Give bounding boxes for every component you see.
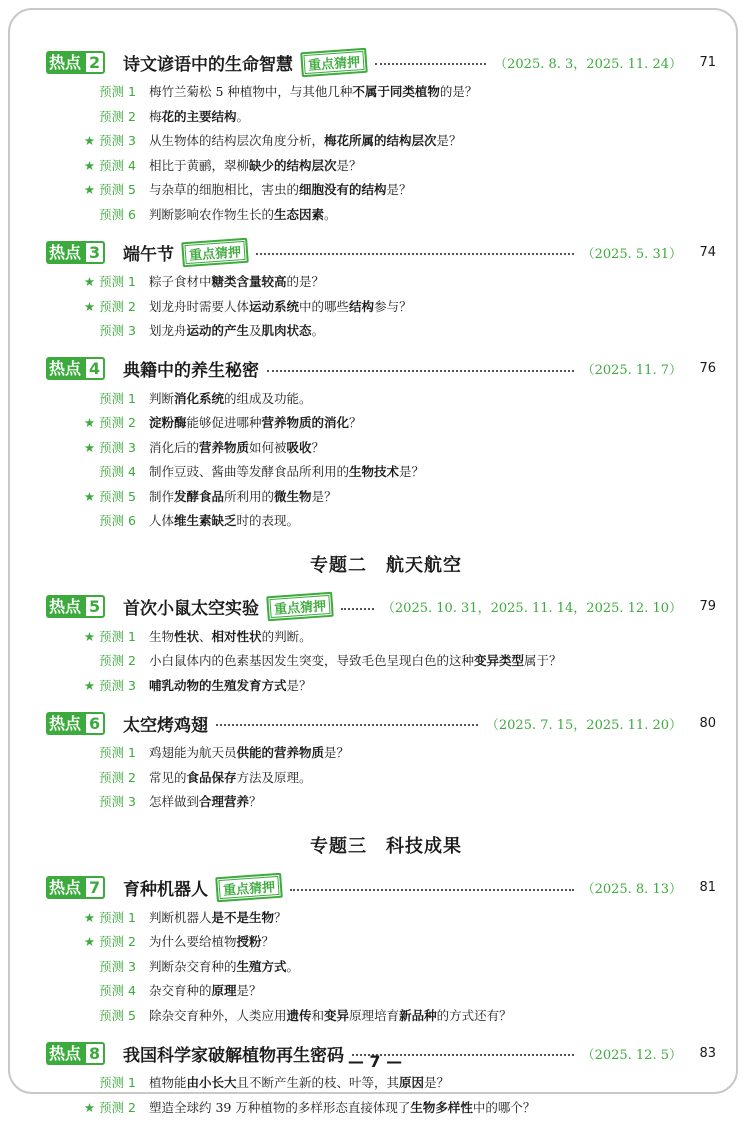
emphasized-text: 营养物质的消化 [261, 415, 350, 431]
hot-badge-label: 热点 [46, 595, 84, 618]
hot-topic-section [46, 1036, 716, 1119]
prediction-text [149, 272, 324, 290]
prediction-text [149, 768, 312, 786]
prediction-text [149, 1073, 449, 1091]
prediction-label: ★ 预测 3 [83, 439, 136, 455]
emphasized-text: 生殖方式 [236, 958, 287, 974]
prediction-text [149, 981, 262, 999]
prediction-item[interactable] [46, 294, 716, 319]
hot-topic-section [46, 871, 716, 1028]
prediction-item[interactable] [46, 740, 716, 765]
plain-text: 与杂草的细胞相比，害虫的 [149, 182, 300, 198]
prediction-label: 预测 4 [99, 983, 136, 999]
prediction-text [149, 957, 299, 975]
emphasized-text: 新品种 [399, 1007, 437, 1023]
plain-text: 相比于黄鹂，翠柳 [149, 157, 250, 173]
hot-badge-label: 热点 [46, 876, 84, 899]
hot-topic-title: 首次小鼠太空实验 [123, 599, 260, 619]
plain-text: 参与？ [374, 298, 412, 314]
prediction-label: 预测 3 [99, 323, 136, 339]
plain-text: ？ [274, 909, 287, 925]
plain-text: 植物能 [149, 1075, 187, 1091]
plain-text: 、 [199, 628, 212, 644]
prediction-text [149, 743, 349, 761]
hot-topic-header[interactable] [46, 590, 716, 624]
prediction-item[interactable] [46, 508, 716, 533]
hot-badge-number: 5 [84, 595, 105, 618]
hot-topic-badge [46, 241, 105, 264]
prediction-label: ★ 预测 2 [83, 415, 136, 431]
plain-text: ？ [349, 415, 362, 431]
prediction-item[interactable] [46, 905, 716, 930]
prediction-item[interactable] [46, 978, 716, 1003]
plain-text: 是？ [324, 745, 350, 761]
hot-topic-header[interactable] [46, 235, 716, 269]
prediction-text [149, 627, 312, 645]
hot-topic-header[interactable] [46, 45, 716, 79]
plain-text: 。 [286, 958, 300, 974]
dot-leader [267, 370, 574, 372]
emphasized-text: 运动系统 [249, 298, 300, 314]
emphasized-text: 细胞没有的结构 [299, 182, 387, 198]
prediction-item[interactable] [46, 269, 716, 294]
prediction-item[interactable] [46, 765, 716, 790]
prediction-label: ★ 预测 3 [83, 677, 136, 693]
hot-topic-title: 育种机器人 [123, 880, 209, 900]
page-reference: 80 [699, 715, 716, 731]
prediction-item[interactable] [46, 648, 716, 673]
emphasized-text: 供能的营养物质 [236, 745, 325, 761]
emphasized-text: 淀粉酶 [149, 415, 187, 431]
hot-topic-badge [46, 712, 105, 735]
plain-text: 判断杂交育种的 [149, 958, 237, 974]
plain-text: 制作 [149, 488, 175, 504]
hot-badge-number: 2 [84, 51, 105, 74]
hot-topic-title: 典籍中的养生秘密 [123, 361, 260, 381]
plain-text: 。 [236, 108, 250, 124]
prediction-label: 预测 6 [99, 513, 136, 529]
plain-text: 时的表现。 [236, 513, 300, 529]
prediction-text [149, 180, 412, 198]
prediction-label: ★ 预测 1 [83, 628, 136, 644]
plain-text: 梅 [149, 108, 162, 124]
plain-text: 如何被 [249, 439, 287, 455]
hot-topic-section [46, 45, 716, 226]
hot-badge-number: 6 [84, 712, 105, 735]
prediction-text [149, 156, 362, 174]
prediction-item[interactable] [46, 128, 716, 153]
plain-text: 。 [311, 323, 325, 339]
plain-text: 人体 [149, 513, 175, 529]
prediction-label: 预测 2 [99, 108, 136, 124]
prediction-text [149, 205, 337, 223]
emphasized-text: 糖类含量较高 [211, 274, 287, 290]
plain-text: 是？ [336, 157, 362, 173]
plain-text: 是？ [386, 182, 412, 198]
prediction-label: 预测 5 [99, 1007, 136, 1023]
dot-leader [290, 889, 574, 891]
plain-text: 的组成及功能。 [224, 390, 312, 406]
plain-text: 粽子食材中 [149, 274, 212, 290]
prediction-label: ★ 预测 1 [83, 274, 136, 290]
plain-text: ？ [261, 934, 275, 950]
emphasized-text: 授粉 [236, 934, 262, 950]
plain-text: 是？ [399, 464, 425, 480]
hot-topic-badge [46, 595, 105, 618]
plain-text: 和 [311, 1007, 325, 1023]
emphasized-text: 梅花所属的结构层次 [324, 133, 437, 149]
emphasized-text: 原理 [211, 983, 237, 999]
emphasized-text: 合理营养 [199, 794, 250, 810]
prediction-text [149, 932, 274, 950]
emphasized-text: 生态因素 [274, 206, 325, 222]
prediction-label: ★ 预测 2 [83, 298, 136, 314]
prediction-text [149, 908, 287, 926]
plain-text: 的是？ [286, 274, 325, 290]
exam-dates: （2025. 8. 13） [581, 882, 682, 897]
dot-leader [256, 253, 574, 255]
prediction-text [149, 389, 312, 407]
plain-text: 小白鼠体内的色素基因发生突变，导致毛色呈现白色的这种 [149, 653, 475, 669]
emphasized-text: 原因 [399, 1075, 425, 1091]
prediction-label: ★ 预测 4 [83, 157, 136, 173]
plain-text: 判断影响农作物生长的 [149, 206, 275, 222]
key-prediction-stamp: 重点猜押 [300, 47, 368, 77]
plain-text: 判断 [149, 390, 175, 406]
plain-text: 能够促进哪种 [186, 415, 262, 431]
hot-topic-section [46, 706, 716, 814]
emphasized-text: 发酵食品 [174, 488, 225, 504]
hot-topic-header[interactable] [46, 871, 716, 905]
prediction-text [149, 487, 337, 505]
prediction-item[interactable] [46, 624, 716, 649]
plain-text: 除杂交育种外，人类应用 [149, 1007, 287, 1023]
emphasized-text: 食品保存 [186, 769, 237, 785]
hot-badge-number: 8 [84, 1042, 105, 1065]
hot-topic-title: 诗文谚语中的生命智慧 [123, 54, 294, 75]
prediction-item[interactable] [46, 202, 716, 227]
plain-text: 从生物体的结构层次角度分析， [149, 133, 325, 149]
prediction-item[interactable] [46, 318, 716, 343]
hot-badge-label: 热点 [46, 241, 84, 264]
hot-badge-label: 热点 [46, 51, 84, 74]
emphasized-text: 是不是生物 [211, 909, 275, 925]
prediction-text [149, 438, 324, 456]
prediction-label: 预测 2 [99, 653, 136, 669]
exam-dates: （2025. 10. 31，2025. 11. 14，2025. 12. 10） [381, 601, 682, 616]
emphasized-text: 遗传 [286, 1007, 312, 1023]
page-reference: 76 [699, 361, 716, 376]
topic-heading: 专题二 航天航空 [310, 554, 462, 576]
plain-text: 属于？ [524, 653, 562, 669]
prediction-item[interactable] [46, 153, 716, 178]
hot-topic-badge [46, 876, 105, 899]
prediction-text [149, 297, 412, 315]
prediction-item[interactable] [46, 1095, 716, 1120]
plain-text: 塑造全球约 39 万种植物的多样形态直接体现了 [149, 1099, 411, 1115]
plain-text: 的是？ [439, 84, 478, 100]
exam-dates: （2025. 7. 15，2025. 11. 20） [485, 717, 682, 733]
exam-dates: （2025. 11. 7） [581, 363, 682, 378]
key-prediction-stamp: 重点猜押 [181, 237, 249, 267]
exam-dates: （2025. 12. 5） [581, 1047, 682, 1063]
prediction-item[interactable] [46, 673, 716, 698]
emphasized-text: 肌肉状态 [261, 323, 312, 339]
prediction-item[interactable] [46, 1003, 716, 1028]
emphasized-text: 缺少的结构层次 [249, 157, 337, 173]
page-reference: 71 [699, 54, 716, 70]
prediction-item[interactable] [46, 410, 716, 435]
plain-text: 制作豆豉、酱曲等发酵食品所利用的 [149, 464, 350, 480]
plain-text: ？ [311, 439, 325, 455]
plain-text: 梅竹兰菊松 5 种植物中，与其他几种 [149, 84, 353, 100]
prediction-item[interactable] [46, 435, 716, 460]
plain-text: 及 [249, 323, 262, 339]
prediction-label: 预测 6 [99, 206, 136, 222]
page-reference: 74 [699, 244, 716, 260]
prediction-item[interactable] [46, 484, 716, 509]
plain-text: 常见的 [149, 769, 187, 785]
page-number-footer: — 7 — [347, 1052, 403, 1071]
plain-text: 是？ [424, 1075, 450, 1091]
key-prediction-stamp: 重点猜押 [266, 592, 334, 622]
prediction-label: 预测 2 [99, 769, 136, 785]
hot-topic-title: 我国科学家破解植物再生密码 [123, 1045, 345, 1066]
prediction-item[interactable] [46, 1070, 716, 1095]
plain-text: 所利用的 [224, 488, 275, 504]
emphasized-text: 由小长大 [186, 1075, 237, 1091]
topic-heading: 专题三 科技成果 [310, 835, 462, 857]
emphasized-text: 变异类型 [474, 653, 525, 669]
emphasized-text: 生物技术 [349, 464, 400, 480]
prediction-text [149, 676, 312, 694]
prediction-label: ★ 预测 1 [83, 909, 136, 925]
prediction-item[interactable] [46, 104, 716, 129]
emphasized-text: 生物多样性 [410, 1099, 473, 1115]
prediction-label: 预测 4 [99, 464, 136, 480]
emphasized-text: 吸收 [286, 439, 312, 455]
plain-text: 判断机器人 [149, 909, 212, 925]
plain-text: 划龙舟 [149, 323, 187, 339]
hot-badge-number: 4 [84, 357, 105, 380]
emphasized-text: 相对性状 [211, 628, 262, 644]
prediction-text [149, 462, 424, 480]
prediction-item[interactable] [46, 386, 716, 411]
dot-leader [341, 608, 374, 610]
hot-badge-number: 7 [84, 876, 105, 899]
emphasized-text: 不属于同类植物 [352, 84, 440, 100]
prediction-label: ★ 预测 5 [83, 488, 136, 504]
emphasized-text: 哺乳动物的 [149, 677, 212, 693]
plain-text: 为什么要给植物 [149, 934, 237, 950]
plain-text: 。 [324, 206, 337, 222]
emphasized-text: 变异 [324, 1007, 350, 1023]
exam-dates: （2025. 8. 3，2025. 11. 24） [494, 56, 682, 72]
dot-leader [216, 724, 478, 726]
plain-text: 消化后的 [149, 439, 200, 455]
dot-leader [375, 63, 486, 65]
prediction-item[interactable] [46, 789, 716, 814]
plain-text: 是？ [286, 677, 312, 693]
exam-dates: （2025. 5. 31） [581, 246, 682, 262]
hot-badge-label: 热点 [46, 712, 84, 735]
prediction-text [149, 321, 324, 339]
plain-text: 是？ [236, 983, 262, 999]
plain-text: 中的哪些 [299, 298, 350, 314]
prediction-label: ★ 预测 2 [83, 1099, 136, 1115]
prediction-item[interactable] [46, 459, 716, 484]
prediction-text [149, 651, 562, 669]
prediction-item[interactable] [46, 79, 716, 104]
page-reference: 81 [699, 880, 716, 895]
hot-topic-header[interactable] [46, 706, 716, 740]
key-prediction-stamp: 重点猜押 [215, 873, 283, 903]
hot-badge-label: 热点 [46, 1042, 84, 1065]
prediction-label: 预测 1 [99, 745, 136, 761]
emphasized-text: 微生物 [274, 488, 312, 504]
plain-text: 且不断产生新的枝、叶等，其 [236, 1075, 400, 1091]
prediction-label: 预测 3 [99, 794, 136, 810]
prediction-label: ★ 预测 5 [83, 182, 136, 198]
prediction-label: ★ 预测 2 [83, 934, 136, 950]
prediction-label: 预测 3 [99, 958, 136, 974]
emphasized-text: 结构 [349, 298, 375, 314]
hot-badge-label: 热点 [46, 357, 84, 380]
emphasized-text: 性状 [174, 628, 200, 644]
prediction-item[interactable] [46, 929, 716, 954]
hot-topic-header[interactable] [46, 352, 716, 386]
emphasized-text: 消化系统 [174, 390, 225, 406]
plain-text: 是？ [311, 488, 337, 504]
plain-text: 的判断。 [261, 628, 312, 644]
prediction-text [149, 792, 262, 810]
prediction-item[interactable] [46, 954, 716, 979]
plain-text: 杂交育种的 [149, 983, 212, 999]
prediction-label: ★ 预测 3 [83, 133, 136, 149]
table-of-contents [46, 45, 716, 1128]
prediction-text [149, 511, 299, 529]
prediction-text [149, 413, 362, 431]
plain-text: ？ [249, 794, 262, 810]
emphasized-text: 运动的产生 [186, 323, 250, 339]
prediction-text [149, 1098, 535, 1116]
plain-text: 中的哪个？ [472, 1099, 536, 1115]
plain-text: 是？ [436, 133, 462, 149]
hot-topic-title: 太空烤鸡翅 [123, 715, 209, 736]
emphasized-text: 维生素缺乏 [174, 513, 237, 529]
prediction-text [149, 131, 462, 149]
emphasized-text: 生殖发育方式 [211, 677, 287, 693]
prediction-label: 预测 1 [99, 1075, 136, 1091]
page-reference: 79 [699, 599, 716, 614]
hot-topic-section [46, 235, 716, 343]
prediction-text [149, 82, 477, 100]
page-reference: 83 [699, 1045, 716, 1061]
plain-text: 划龙舟时需要人体 [149, 298, 250, 314]
hot-topic-title: 端午节 [123, 244, 175, 265]
prediction-label: 预测 1 [99, 84, 136, 100]
prediction-text [149, 1006, 512, 1024]
plain-text: 生物 [149, 628, 175, 644]
plain-text: 方法及原理。 [236, 769, 312, 785]
plain-text: 怎样做到 [149, 794, 200, 810]
hot-badge-number: 3 [84, 241, 105, 264]
hot-topic-section [46, 352, 716, 533]
hot-topic-section [46, 590, 716, 698]
prediction-label: 预测 1 [99, 390, 136, 406]
prediction-text [149, 107, 249, 125]
emphasized-text: 营养物质 [199, 439, 250, 455]
emphasized-text: 花的主要结构 [161, 108, 237, 124]
plain-text: 原理培育 [349, 1007, 400, 1023]
hot-topic-badge [46, 51, 105, 74]
plain-text: 的方式还有？ [436, 1007, 512, 1023]
hot-topic-badge [46, 357, 105, 380]
plain-text: 鸡翅能为航天员 [149, 745, 237, 761]
prediction-item[interactable] [46, 177, 716, 202]
